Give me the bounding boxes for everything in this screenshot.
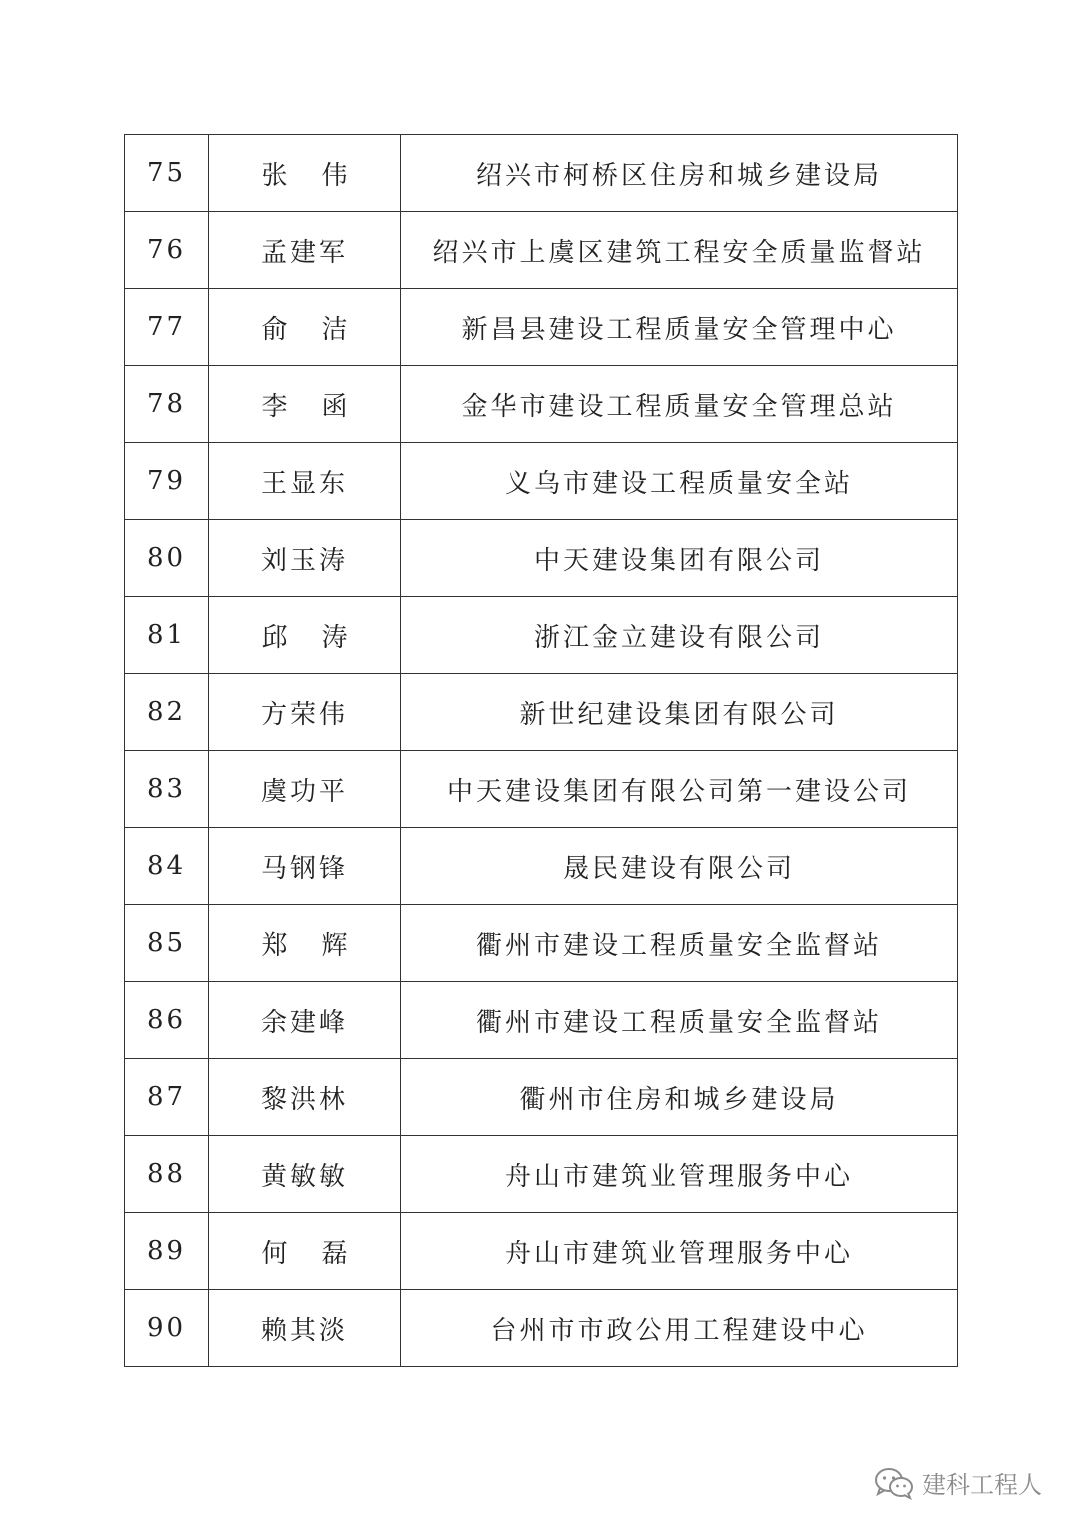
person-name-cell [209,1213,401,1290]
organization-cell: 舟山市建筑业管理服务中心 [401,1136,958,1213]
row-number-cell: 83 [125,751,209,828]
table-row [125,1136,958,1213]
row-number-cell: 90 [125,1290,209,1367]
row-number-cell: 76 [125,212,209,289]
person-name-text: 俞 [261,314,288,345]
row-number-cell: 81 [125,597,209,674]
table-row [125,751,958,828]
person-name-cell [209,1290,401,1367]
person-name-cell [209,212,401,289]
person-name-cell [209,520,401,597]
row-number-cell: 84 [125,828,209,905]
person-name-cell [209,905,401,982]
watermark-text: 建科工程人 [922,1471,1042,1499]
person-name-cell [209,674,401,751]
row-number-cell: 77 [125,289,209,366]
table-row [125,1213,958,1290]
person-name-cell [209,135,401,212]
row-number-cell: 78 [125,366,209,443]
row-number-cell: 79 [125,443,209,520]
row-number-cell: 87 [125,1059,209,1136]
person-name-text: 邱 [261,622,288,653]
person-name-text: 赖其淡 [260,1315,348,1346]
person-name-text: 方荣伟 [260,699,348,730]
table-row [125,1059,958,1136]
roster-table [124,134,958,1367]
person-name-text: 马钢锋 [260,853,348,884]
table-row [125,905,958,982]
organization-cell: 新世纪建设集团有限公司 [401,674,958,751]
row-number-cell: 89 [125,1213,209,1290]
organization-cell: 绍兴市上虞区建筑工程安全质量监督站 [401,212,958,289]
person-name-text: 孟建军 [260,237,348,268]
person-name-text: 虞功平 [260,776,348,807]
organization-cell: 晟民建设有限公司 [401,828,958,905]
person-name-cell [209,597,401,674]
person-name-cell [209,982,401,1059]
row-number-cell: 88 [125,1136,209,1213]
organization-cell: 新昌县建设工程质量安全管理中心 [401,289,958,366]
wechat-icon [874,1466,914,1500]
table-row [125,597,958,674]
row-number-cell: 86 [125,982,209,1059]
person-name-text: 黄敏敏 [260,1161,348,1192]
organization-cell: 金华市建设工程质量安全管理总站 [401,366,958,443]
person-name-cell [209,289,401,366]
person-name-text: 李 [261,391,288,422]
table-row [125,1290,958,1367]
roster-table-body [125,135,958,1367]
organization-cell: 衢州市建设工程质量安全监督站 [401,982,958,1059]
organization-cell: 台州市市政公用工程建设中心 [401,1290,958,1367]
table-row [125,520,958,597]
organization-cell: 中天建设集团有限公司 [401,520,958,597]
organization-cell: 义乌市建设工程质量安全站 [401,443,958,520]
person-name-cell [209,1059,401,1136]
organization-cell: 绍兴市柯桥区住房和城乡建设局 [401,135,958,212]
person-name-text: 何 [261,1238,288,1269]
organization-cell: 衢州市住房和城乡建设局 [401,1059,958,1136]
organization-cell: 浙江金立建设有限公司 [401,597,958,674]
person-name-cell [209,366,401,443]
person-name-text: 磊 [321,1238,348,1269]
person-name-text: 余建峰 [260,1007,348,1038]
organization-cell: 中天建设集团有限公司第一建设公司 [401,751,958,828]
person-name-cell [209,1136,401,1213]
row-number-cell: 82 [125,674,209,751]
person-name-text: 涛 [321,622,348,653]
organization-cell: 衢州市建设工程质量安全监督站 [401,905,958,982]
table-row [125,443,958,520]
person-name-text: 张 [261,160,288,191]
person-name-text: 辉 [321,930,348,961]
person-name-text: 洁 [321,314,348,345]
person-name-text: 函 [321,391,348,422]
table-row [125,366,958,443]
row-number-cell: 80 [125,520,209,597]
table-row [125,674,958,751]
table-row [125,289,958,366]
row-number-cell: 75 [125,135,209,212]
table-row [125,828,958,905]
person-name-text: 伟 [321,160,348,191]
person-name-cell [209,443,401,520]
person-name-text: 黎洪林 [260,1084,348,1115]
person-name-cell [209,828,401,905]
organization-cell: 舟山市建筑业管理服务中心 [401,1213,958,1290]
table-row [125,135,958,212]
table-row [125,982,958,1059]
person-name-text: 王显东 [260,468,348,499]
row-number-cell: 85 [125,905,209,982]
person-name-cell [209,751,401,828]
table-row [125,212,958,289]
watermark [874,1465,1042,1500]
person-name-text: 刘玉涛 [260,545,348,576]
person-name-text: 郑 [261,930,288,961]
